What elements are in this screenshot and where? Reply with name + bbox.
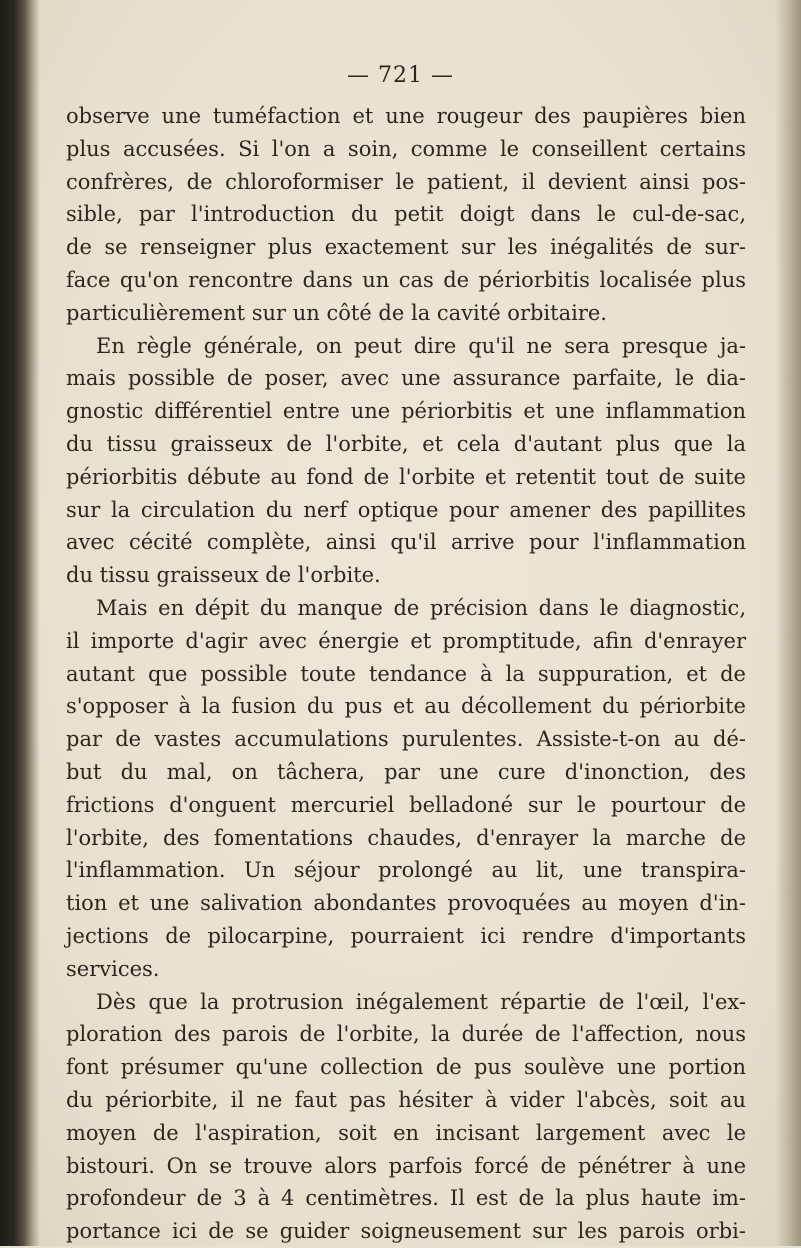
text-line: particulièrement sur un côté de la cavité orbitaire. xyxy=(66,300,607,325)
text-line: sur la circulation du nerf optique pour amener des papillites xyxy=(66,497,746,522)
text-line: frictions d'onguent mercuriel belladoné sur le pourtour de xyxy=(66,792,746,817)
text-line: services. xyxy=(66,956,160,981)
text-line: face qu'on rencontre dans un cas de périorbitis localisée plus xyxy=(66,267,746,292)
text-line: s'opposer à la fusion du pus et au décollement du périorbite xyxy=(66,694,746,719)
text-line: de se renseigner plus exactement sur les inégalités de sur- xyxy=(66,235,746,260)
text-line: ploration des parois de l'orbite, la durée de l'affection, nous xyxy=(66,1022,746,1047)
text-line: confrères, de chloroformiser le patient, il devient ainsi pos- xyxy=(66,169,746,194)
text-line: font présumer qu'une collection de pus soulève une portion xyxy=(66,1055,746,1080)
page-number: — 721 — xyxy=(347,63,454,88)
text-line: tion et une salivation abondantes provoquées au moyen d'in- xyxy=(66,891,746,916)
text-line: bistouri. On se trouve alors parfois forcé de pénétrer à une xyxy=(66,1153,746,1178)
text-line: du tissu graisseux de l'orbite, et cela d'autant plus que la xyxy=(66,431,746,456)
text-line: jections de pilocarpine, pourraient ici rendre d'importants xyxy=(66,923,746,948)
text-line: observe une tuméfaction et une rougeur des paupières bien xyxy=(66,104,746,128)
text-line: moyen de l'aspiration, soit en incisant largement avec le xyxy=(66,1120,746,1145)
text-line: Mais en dépit du manque de précision dans le diagnostic, xyxy=(96,595,746,620)
text-line: but du mal, on tâchera, par une cure d'inonction, des xyxy=(66,759,746,784)
text-line: du périorbite, il ne faut pas hésiter à vider l'abcès, soit au xyxy=(66,1087,746,1112)
text-line: du tissu graisseux de l'orbite. xyxy=(66,563,381,588)
text-line: autant que possible toute tendance à la suppuration, et de xyxy=(66,661,746,686)
text-line: gnostic différentiel entre une périorbitis et une inflammation xyxy=(66,399,746,424)
text-line: portance ici de se guider soigneusement sur les parois orbi- xyxy=(66,1219,746,1244)
text-line: En règle générale, on peut dire qu'il ne sera presque ja- xyxy=(96,333,746,358)
text-line: Dès que la protrusion inégalement répartie de l'œil, l'ex- xyxy=(96,989,746,1014)
text-line: l'inflammation. Un séjour prolongé au lit, une transpira- xyxy=(66,858,746,883)
body-text xyxy=(66,100,746,1248)
book-binding-shadow xyxy=(0,0,40,1246)
text-line: plus accusées. Si l'on a soin, comme le conseillent certains xyxy=(66,136,746,161)
page-edge-shadow xyxy=(775,0,801,1246)
text-line: sible, par l'introduction du petit doigt dans le cul-de-sac, xyxy=(66,202,746,227)
text-line: avec cécité complète, ainsi qu'il arrive pour l'inflammation xyxy=(66,530,746,555)
text-line: par de vastes accumulations purulentes. Assiste-t-on au dé- xyxy=(66,727,746,752)
text-line: mais possible de poser, avec une assurance parfaite, le dia- xyxy=(66,366,746,391)
text-line: périorbitis débute au fond de l'orbite et retentit tout de suite xyxy=(66,464,746,489)
text-line: il importe d'agir avec énergie et promptitude, afin d'enrayer xyxy=(66,628,746,653)
text-line: l'orbite, des fomentations chaudes, d'enrayer la marche de xyxy=(66,825,746,850)
text-line: profondeur de 3 à 4 centimètres. Il est de la plus haute im- xyxy=(66,1186,746,1211)
